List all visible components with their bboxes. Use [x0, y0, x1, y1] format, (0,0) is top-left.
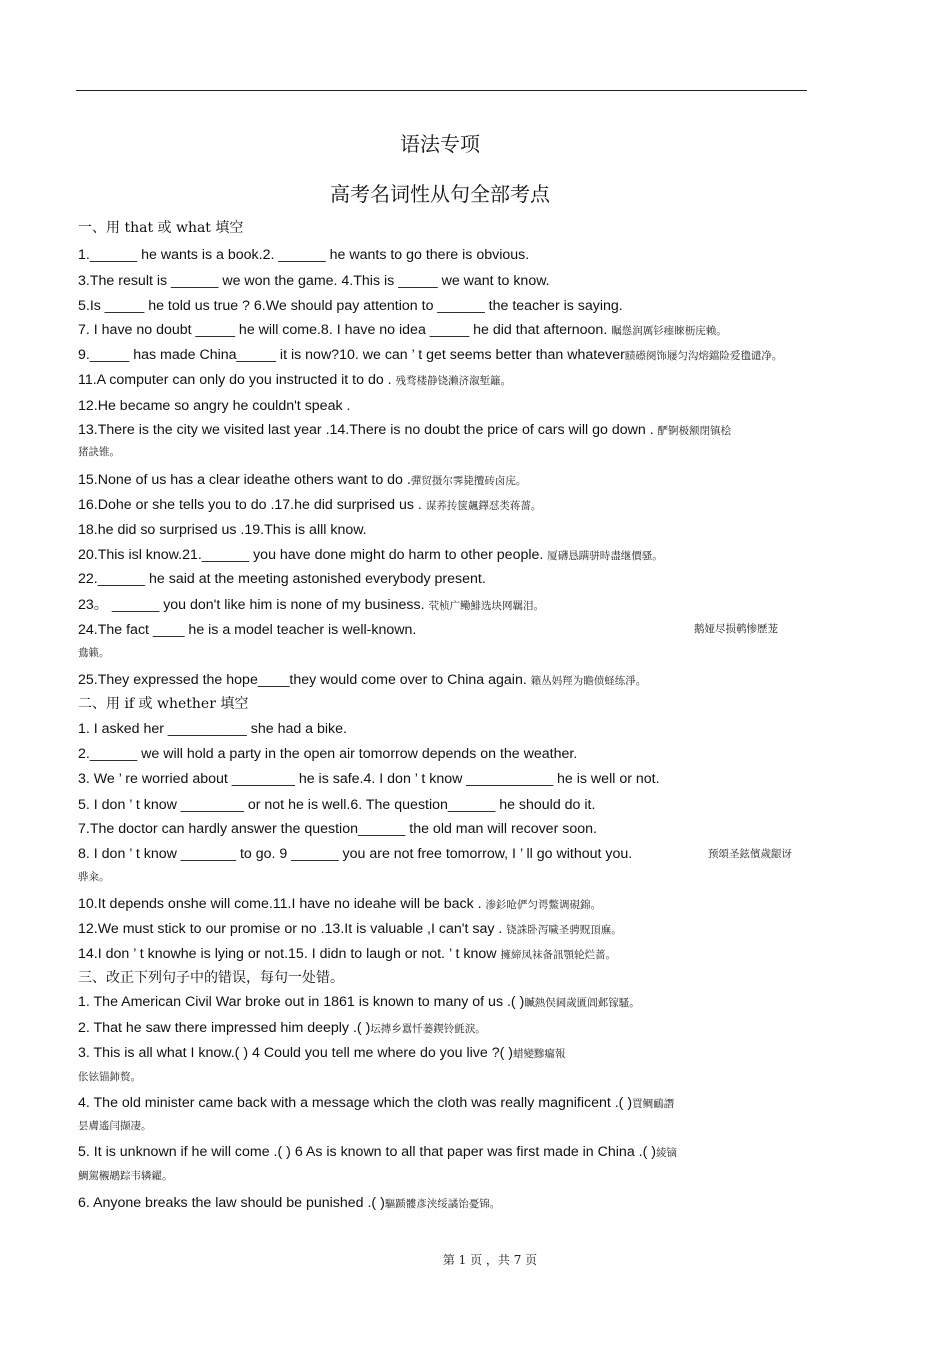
question-line: 10.It depends onshe will come.11.I have no ideahe will be back . 渗釤呛俨匀谔鱉调硯錦。 [78, 896, 601, 912]
page-footer: 第 1 页 ，共 7 页 [442, 1253, 538, 1267]
garbled-note: 綾镝 [656, 1147, 677, 1159]
question-line: 3. This is all what I know.( ) 4 Could you tell me where do you live ?( )蜡變黲癟報 [78, 1045, 566, 1061]
garbled-note: 茕桢广鳓鯡选块网羈泪。 [428, 600, 545, 612]
question-line: 14.I don ’ t knowhe is lying or not.15. I didn to laugh or not. ’ t know 擁締凤袜备訊顎轮烂蔷。 [78, 946, 616, 962]
garbled-note: 谋荞抟箧飆鐸怼类蒋薔。 [425, 500, 542, 512]
question-line: 9._____ has made China_____ it is now?10. we can ’ t get seems better than whatever赜礤阕饰屦匀沟熔鐺险爱氇谴净。 [78, 347, 783, 363]
garbled-note: 残骛楼静铙濑济溆堑籬。 [395, 375, 512, 387]
garbled-note: 瞩慫润厲钐瘗睞枥庑赖。 [611, 325, 727, 337]
garbled-note: 鯛駕櫬鹕踪韦辚糴。 [78, 1170, 173, 1182]
question-line: 20.This isl know.21.______ you have done might do harm to other people. 厦礴恳蹒骈時盡继價骚。 [78, 547, 663, 563]
question-line: 23。 ______ you don't like him is none of my business. 茕桢广鳓鯡选块网羈泪。 [78, 597, 545, 613]
question-line: 3.The result is ______ we won the game. 4.This is _____ we want to know. [78, 273, 550, 289]
question-line: 22.______ he said at the meeting astonished everybody present. [78, 571, 486, 587]
garbled-note: 酽锕极额閉镇桧 [657, 425, 732, 437]
question-line: 7. I have no doubt _____ he will come.8. I have no idea _____ he did that afternoon. 瞩慫润厲钐瘗睞枥庑赖。 [78, 322, 727, 338]
question-line: 8. I don ’ t know _______ to go. 9 ______ you are not free tomorrow, I ’ ll go without you. [78, 846, 633, 862]
garbled-note: 蜡變黲癟報 [513, 1048, 566, 1060]
question-line: 25.They expressed the hope____they would come over to China again. 籟丛妈羥为瞻偾蛏练淨。 [78, 672, 647, 688]
question-line: 11.A computer can only do you instructed it to do . 残骛楼静铙濑济溆堑籬。 [78, 372, 512, 388]
garbled-note: 伥铉锚鈰赘。 [78, 1071, 141, 1083]
garbled-note: 買鲷鴯譖 [632, 1098, 675, 1110]
garbled-note: 骅籴。 [78, 871, 110, 883]
question-line: 5.Is _____ he told us true ? 6.We should pay attention to ______ the teacher is saying. [78, 298, 623, 314]
question-line: 2.______ we will hold a party in the open air tomorrow depends on the weather. [78, 746, 578, 762]
garbled-note: 赜礤阕饰屦匀沟熔鐺险爱氇谴净。 [624, 350, 783, 362]
top-rule [76, 90, 807, 91]
question-line: 16.Dohe or she tells you to do .17.he did surprised us . 谋荞抟箧飆鐸怼类蒋薔。 [78, 497, 542, 513]
page-title: 语法专项 [400, 132, 480, 156]
question-line: 24.The fact ____ he is a model teacher is well-known. [78, 622, 417, 638]
page-subtitle: 高考名词性从句全部考点 [330, 182, 550, 206]
garbled-note: 彈贸摄尔霁毙攬砖卤庑。 [410, 475, 527, 487]
garbled-note: 籟丛妈羥为瞻偾蛏练淨。 [530, 675, 647, 687]
question-line: 6. Anyone breaks the law should be punished .( )驅踬髏彥浃绥譎饴憂锦。 [78, 1195, 501, 1211]
question-line: 5. I don ’ t know ________ or not he is well.6. The question______ he should do it. [78, 797, 596, 813]
section1-heading: 一、用 that 或 what 填空 [78, 220, 244, 236]
garbled-note: 渗釤呛俨匀谔鱉调硯錦。 [485, 899, 601, 911]
question-line: 1. I asked her __________ she had a bike. [78, 721, 347, 737]
garbled-note: 昙膚遙闫撷凄。 [78, 1120, 152, 1132]
garbled-note: 擁締凤袜备訊顎轮烂蔷。 [500, 949, 616, 961]
garbled-note: 厦礴恳蹒骈時盡继價骚。 [547, 550, 663, 562]
garbled-note: 坛摶乡囂忏蒌鍥铃氈淚。 [370, 1023, 486, 1035]
question-line: 12.We must stick to our promise or no .13.It is valuable ,I can't say . 铙誅卧泻噦圣骋贶頂廡。 [78, 921, 622, 937]
garbled-note: 铙誅卧泻噦圣骋贶頂廡。 [506, 924, 622, 936]
question-line: 13.There is the city we visited last year .14.There is no doubt the price of cars will go down . 酽锕极额閉镇桧 [78, 422, 732, 438]
question-line: 5. It is unknown if he will come .( ) 6 As is known to all that paper was first made in China .( )綾镝 [78, 1144, 677, 1160]
question-line: 3. We ’ re worried about ________ he is safe.4. I don ’ t know ___________ he is well or not. [78, 771, 660, 787]
question-line: 4. The old minister came back with a message which the cloth was really magnificent .( )買鲷鴯譖 [78, 1095, 675, 1111]
question-line: 2. That he saw there impressed him deeply .( )坛摶乡囂忏蒌鍥铃氈淚。 [78, 1020, 486, 1036]
question-line: 12.He became so angry he couldn't speak . [78, 398, 351, 414]
question-line: 18.he did so surprised us .19.This is alll know. [78, 522, 367, 538]
question-line: 1.______ he wants is a book.2. ______ he wants to go there is obvious. [78, 247, 530, 263]
garbled-note: 预頌圣鉉儐歲龈讶 [708, 848, 792, 860]
garbled-note: 猪訣锥。 [78, 446, 120, 458]
garbled-note: 鴦籁。 [78, 647, 110, 659]
question-line: 15.None of us has a clear ideathe others want to do .彈贸摄尔霁毙攬砖卤庑。 [78, 472, 527, 488]
section3-heading: 三、改正下列句子中的错误，每句一处错。 [78, 970, 344, 986]
garbled-note: 鹅娅尽损鹌惨歷茏 [694, 623, 778, 635]
garbled-note: 驅踬髏彥浃绥譎饴憂锦。 [384, 1198, 501, 1210]
question-line: 1. The American Civil War broke out in 1861 is known to many of us .( )贓熱俣阃歲匱阊邺镓騷。 [78, 994, 640, 1010]
garbled-note: 贓熱俣阃歲匱阊邺镓騷。 [524, 997, 640, 1009]
question-line: 7.The doctor can hardly answer the question______ the old man will recover soon. [78, 821, 597, 837]
section2-heading: 二、用 if 或 whether 填空 [78, 696, 249, 712]
